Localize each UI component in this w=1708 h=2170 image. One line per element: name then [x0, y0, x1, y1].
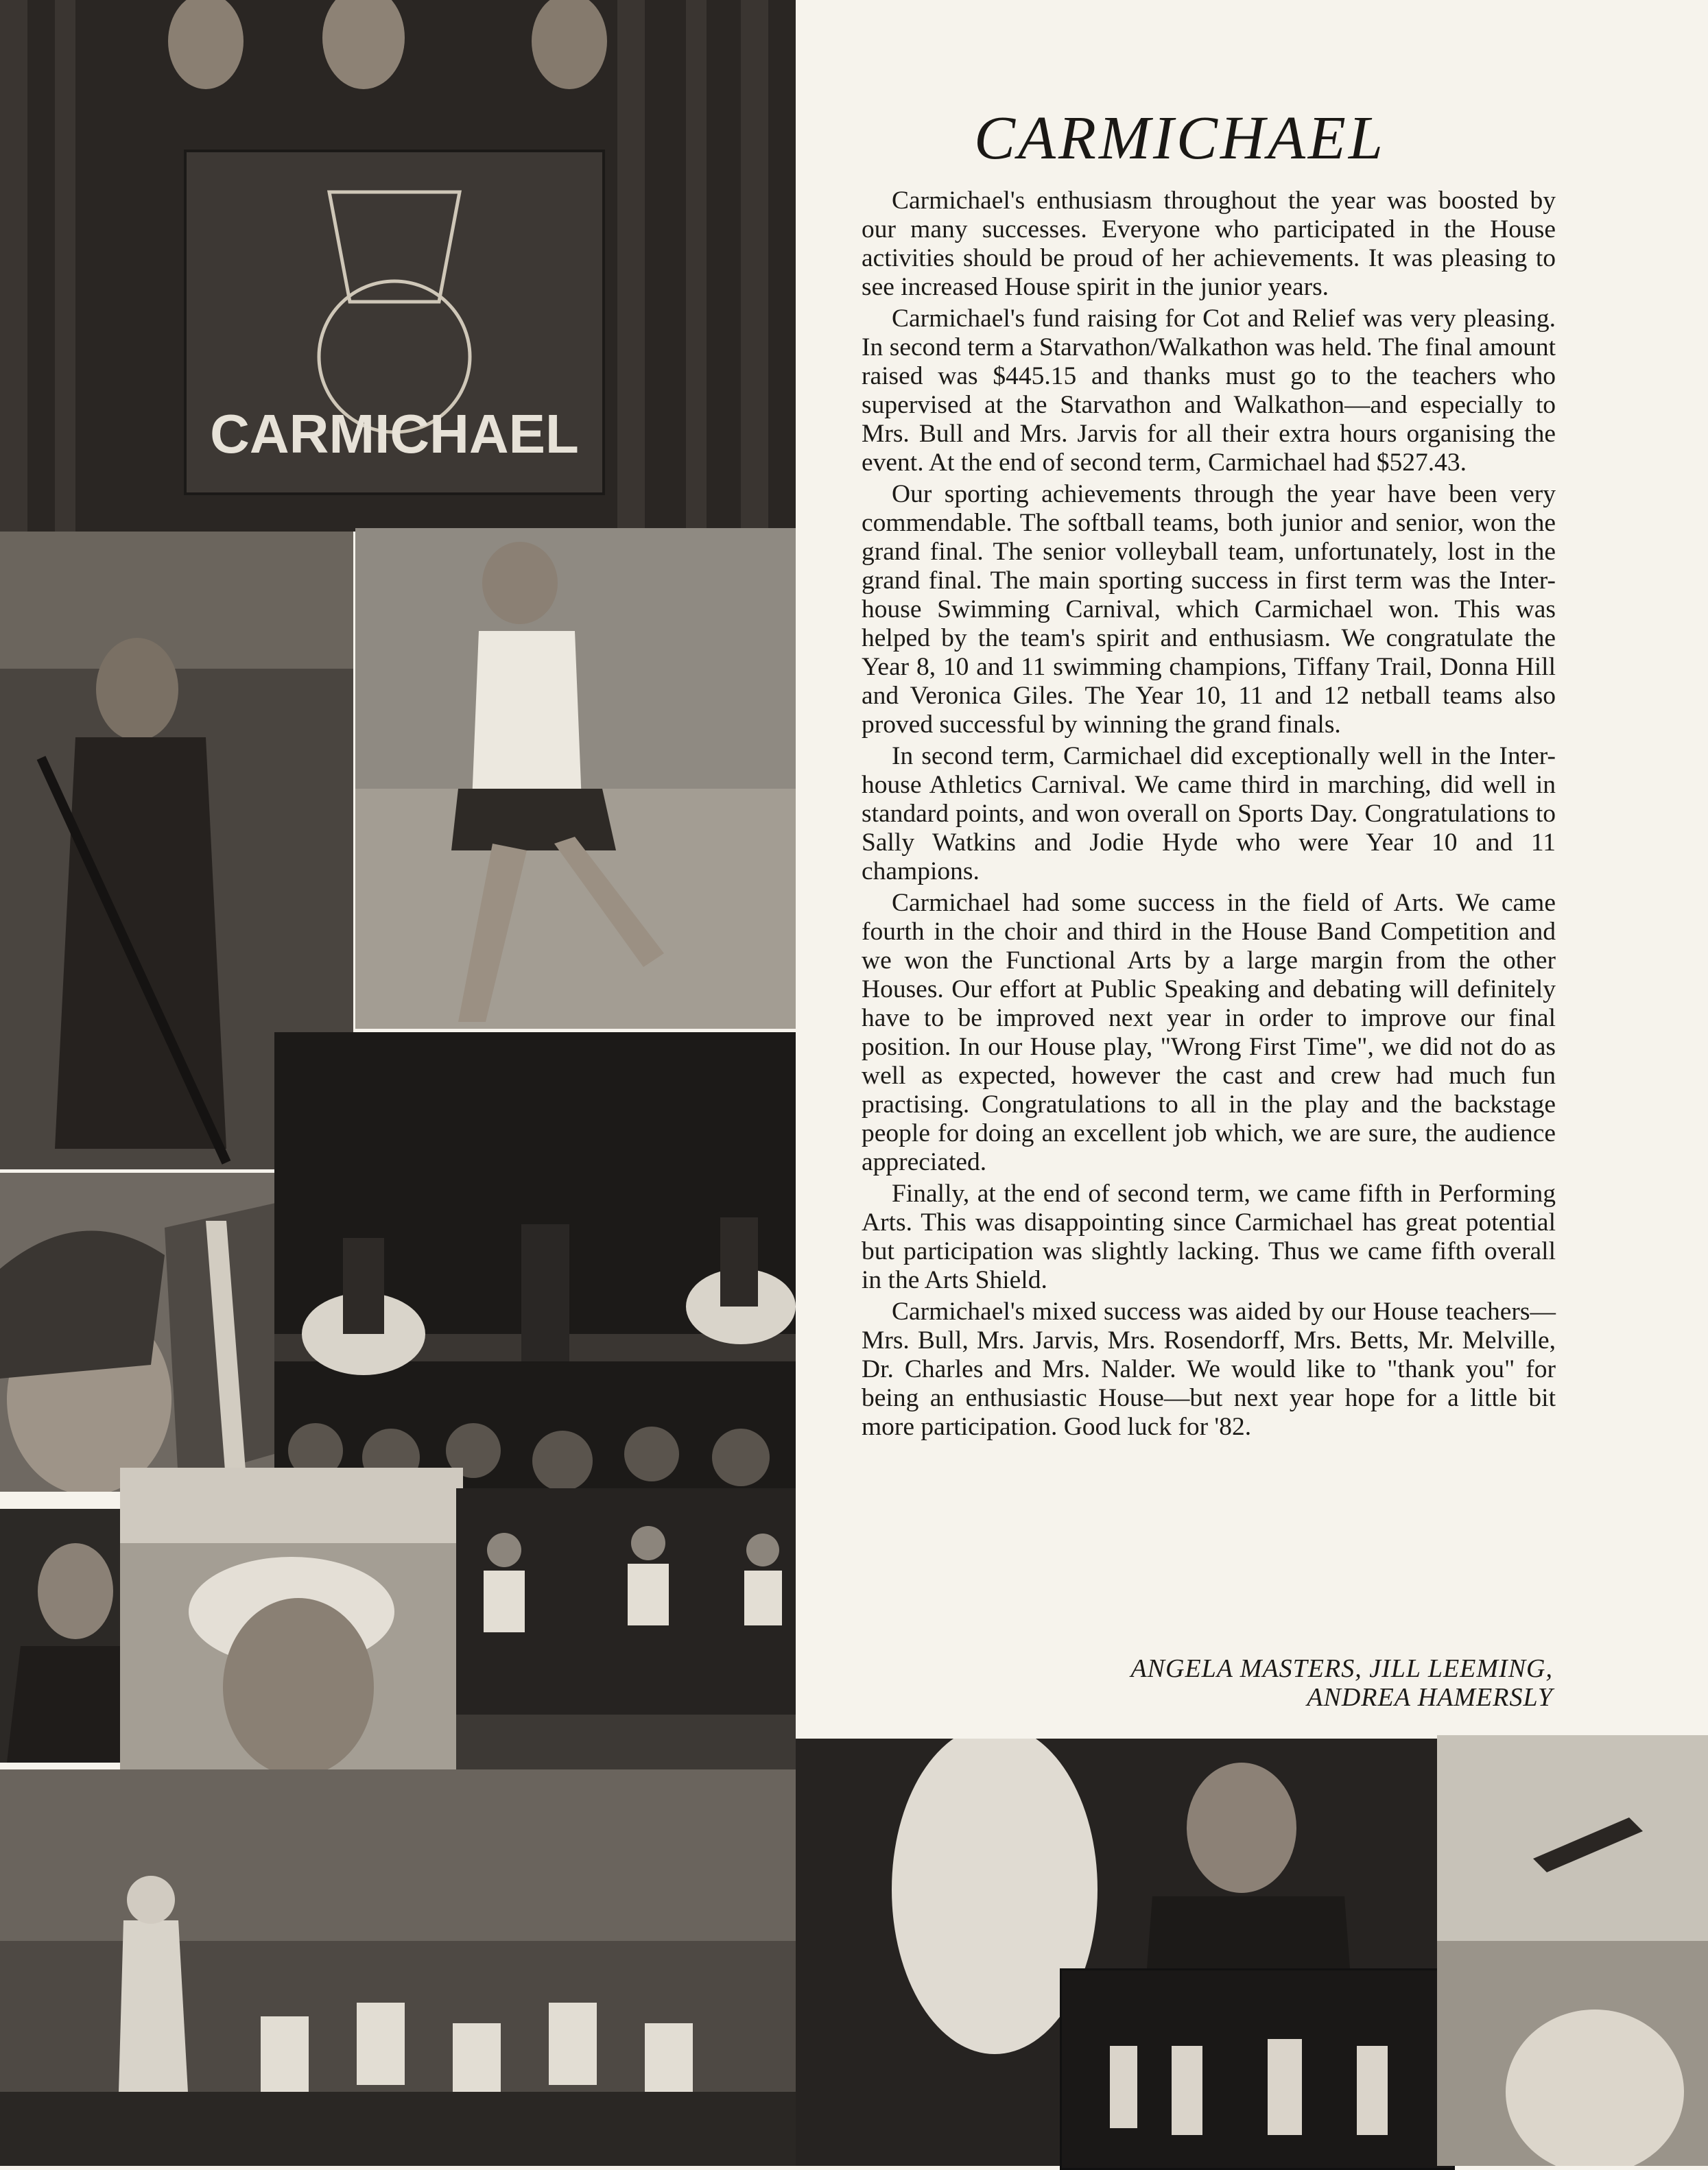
photo-diver [1437, 1735, 1708, 2166]
article-paragraph: Carmichael had some success in the field of Arts. We came fourth in the choir and third in the House Band Competition and we won the Functional Arts by a large margin from the other Houses. Our effort at Public Speaking and debating will definitely have to be improved next year in order to improve our final position. In our House play, "Wrong First Time", we did not do as well as expected, however the cast and crew had much fun practising. Congratulations to all in the play and the backstage people for doing an excellent job which, we are sure, the audience appreciated. [862, 889, 1556, 1176]
authors-line: ANGELA MASTERS, JILL LEEMING, [1130, 1654, 1553, 1683]
photo-stage-dancers [274, 1032, 796, 1488]
article-paragraph: Carmichael's mixed success was aided by our House teachers—Mrs. Bull, Mrs. Jarvis, Mrs. Rosendorff, Mrs. Betts, Mr. Melville, Dr. Charles and Mrs. Nalder. We would like to "thank you" for being an enthusiastic House—but next year hope for a little bit more participation. Good luck for '82. [862, 1298, 1556, 1441]
photo-girl-in-cap [120, 1468, 463, 1790]
photo-discus-thrower [355, 528, 796, 1029]
photo-school-band [0, 1769, 796, 2166]
article-paragraph: Finally, at the end of second term, we came fifth in Performing Arts. This was disappointing since Carmichael has great potential but participation was slightly lacking. Thus we came fifth overall in the Arts Shield. [862, 1180, 1556, 1294]
article-paragraph: Carmichael's fund raising for Cot and Relief was very pleasing. In second term a Starvathon/Walkathon was held. The final amount raised was $445.15 and thanks must go to the teachers who supervised at the Starvathon and Walkathon—and especially to Mrs. Bull and Mrs. Jarvis for all their extra hours organising the event. At the end of second term, Carmichael had $527.43. [862, 305, 1556, 477]
article-paragraph: Carmichael's enthusiasm throughout the year was boosted by our many successes. Everyone who participated in the House activities should be proud of her achievements. It was pleasing to see increased House spirit in the junior years. [862, 187, 1556, 301]
article-title: CARMICHAEL [974, 104, 1386, 172]
banner-label: CARMICHAEL [210, 403, 579, 464]
article-authors [1130, 1654, 1553, 1712]
authors-line: ANDREA HAMERSLY [1307, 1683, 1553, 1712]
photo-stage-group [456, 1488, 796, 1769]
article-paragraph: Our sporting achievements through the year have been very commendable. The softball teams, both junior and senior, won the grand final. The senior volleyball team, unfortunately, lost in the grand final. The main sporting success in first term was the Inter-house Swimming Carnival, which Carmichael won. This was helped by the team's spirit and enthusiasm. We congratulate the Year 8, 10 and 11 swimming champions, Tiffany Trail, Donna Hill and Veronica Giles. The Year 10, 11 and 12 netball teams also proved successful by winning the grand finals. [862, 480, 1556, 739]
photo-stage-inset [1060, 1968, 1455, 2170]
article-body [862, 187, 1556, 1444]
photo-house-banner [0, 0, 796, 532]
photo-skier [0, 1173, 298, 1492]
article-paragraph: In second term, Carmichael did exceptionally well in the Inter-house Athletics Carnival. We came third in marching, did well in standard points, and won overall on Sports Day. Congratulations to Sally Watkins and Jodie Hyde who were Year 10 and 11 champions. [862, 742, 1556, 885]
